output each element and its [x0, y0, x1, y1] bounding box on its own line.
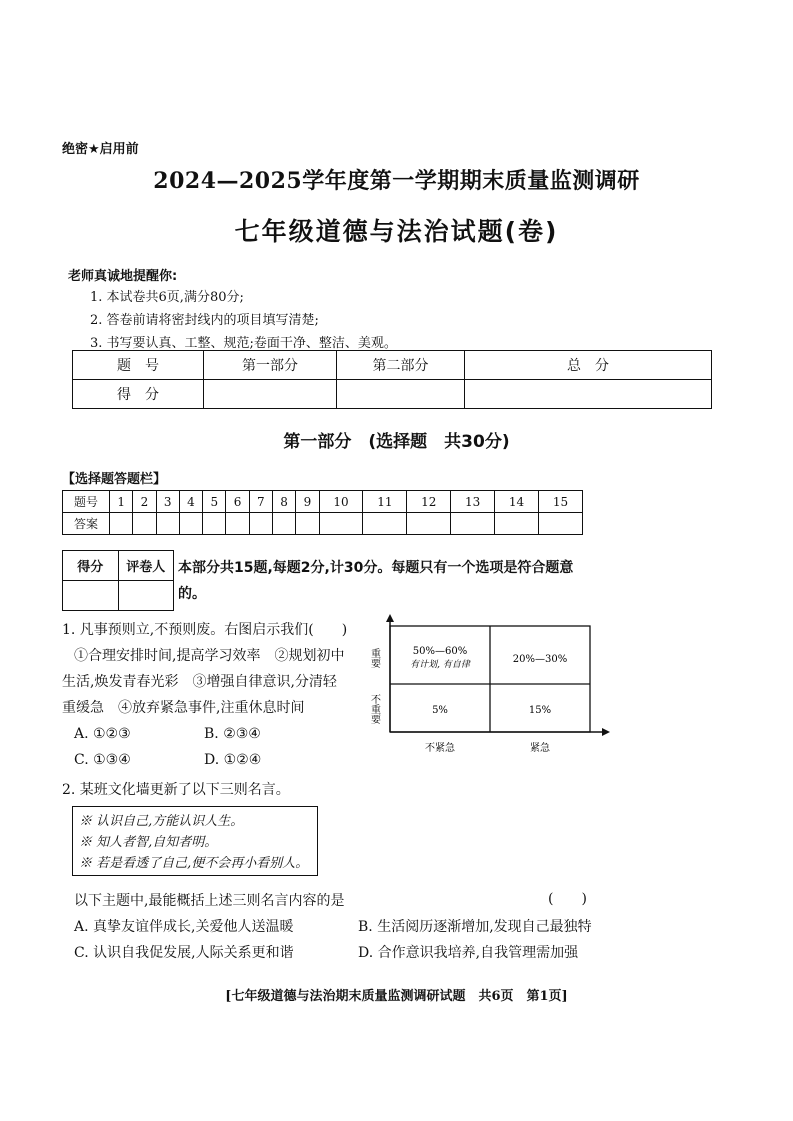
question-number-cell: 14	[495, 491, 539, 513]
answer-cell[interactable]	[226, 513, 249, 535]
score-cell[interactable]	[204, 380, 337, 409]
question-number-cell: 8	[272, 491, 295, 513]
quote-box	[72, 806, 318, 876]
exam-title: 2024—2025学年度第一学期期末质量监测调研	[153, 168, 640, 194]
answer-cell[interactable]	[538, 513, 582, 535]
reminder-item: 1. 本试卷共6页,满分80分;	[90, 290, 244, 305]
option-b[interactable]: B. ②③④	[204, 726, 261, 742]
quote-item: ※ 知人者智,自知者明。	[79, 835, 218, 850]
grader-score-label: 得分	[63, 551, 119, 581]
question-number-cell: 9	[296, 491, 319, 513]
option-c[interactable]: C. ①③④	[74, 752, 131, 768]
question-number-cell: 3	[156, 491, 179, 513]
exam-subtitle: 七年级道德与法治试题(卷)	[234, 217, 559, 246]
grader-name-label: 评卷人	[118, 551, 174, 581]
answer-cell[interactable]	[156, 513, 179, 535]
question-text: 生活,焕发青春光彩 ③增强自律意识,分清轻	[62, 674, 337, 690]
question-number-cell: 5	[203, 491, 226, 513]
part1-instruction: 本部分共15题,每题2分,计30分。每题只有一个选项是符合题意的。	[178, 560, 574, 602]
question-stem: 1. 凡事预则立,不预则废。右图启示我们( )	[62, 622, 348, 638]
score-header-cell: 第二部分	[337, 351, 465, 380]
grader-name-cell[interactable]	[118, 581, 174, 611]
question-2-stem: 2. 某班文化墙更新了以下三则名言。	[62, 782, 290, 798]
y-label-unimportant: 不重要	[368, 694, 380, 724]
reminder-list	[90, 286, 397, 355]
option-a[interactable]: A. 真挚友谊伴成长,关爱他人送温暖	[74, 919, 294, 935]
option-c[interactable]: C. 认识自我促发展,人际关系更和谐	[74, 945, 294, 961]
cell-important-not-urgent: 50%—60%	[412, 646, 468, 657]
answer-cell[interactable]	[110, 513, 133, 535]
question-2-lead: 以下主题中,最能概括上述三则名言内容的是	[74, 893, 345, 909]
answer-row-label: 题号	[63, 491, 110, 513]
answer-row-label: 答案	[63, 513, 110, 535]
reminder-item: 3. 书写要认真、工整、规范;卷面干净、整洁、美观。	[90, 336, 397, 351]
quote-item: ※ 若是看透了自己,便不会再小看别人。	[79, 856, 309, 871]
question-number-cell: 15	[538, 491, 582, 513]
answer-cell[interactable]	[133, 513, 156, 535]
score-row-label: 得 分	[73, 380, 204, 409]
question-text: 重缓急 ④放弃紧急事件,注重休息时间	[62, 700, 305, 716]
answer-cell[interactable]	[296, 513, 319, 535]
answer-cell[interactable]	[203, 513, 226, 535]
cell-important-urgent: 20%—30%	[512, 654, 568, 665]
score-header-cell: 第一部分	[204, 351, 337, 380]
question-number-cell: 1	[110, 491, 133, 513]
answer-bar-label: 【选择题答题栏】	[62, 472, 167, 487]
option-b[interactable]: B. 生活阅历逐渐增加,发现自己最独特	[358, 919, 592, 935]
option-a[interactable]: A. ①②③	[74, 726, 131, 742]
x-label-not-urgent: 不紧急	[425, 743, 455, 754]
option-d[interactable]: D. 合作意识我培养,自我管理需加强	[358, 945, 579, 961]
cell-unimportant-not-urgent: 5%	[432, 705, 448, 716]
confidential-label: 绝密★启用前	[62, 142, 139, 157]
y-label-important: 重要	[368, 648, 380, 668]
cell-unimportant-urgent: 15%	[528, 705, 552, 716]
page-footer: [七年级道德与法治期末质量监测调研试题 共6页 第1页]	[225, 989, 568, 1004]
score-header-cell: 题 号	[73, 351, 204, 380]
score-header-cell: 总 分	[465, 351, 712, 380]
answer-cell[interactable]	[451, 513, 495, 535]
reminder-heading: 老师真诚地提醒你:	[68, 269, 178, 284]
question-number-cell: 10	[319, 491, 363, 513]
part1-title: 第一部分 (选择题 共30分)	[283, 432, 510, 452]
x-label-urgent: 紧急	[530, 743, 550, 754]
answer-cell[interactable]	[407, 513, 451, 535]
question-number-cell: 6	[226, 491, 249, 513]
answer-table	[62, 490, 583, 535]
question-number-cell: 4	[179, 491, 202, 513]
time-quadrant-chart	[360, 614, 610, 764]
question-number-cell: 2	[133, 491, 156, 513]
x-axis-arrow-icon	[602, 728, 610, 736]
question-number-cell: 7	[249, 491, 272, 513]
answer-cell[interactable]	[272, 513, 295, 535]
quote-item: ※ 认识自己,方能认识人生。	[79, 814, 244, 829]
answer-cell[interactable]	[363, 513, 407, 535]
question-number-cell: 11	[363, 491, 407, 513]
question-2-options	[74, 914, 594, 966]
grader-table	[62, 550, 174, 611]
question-text: ①合理安排时间,提高学习效率 ②规划初中	[74, 648, 345, 664]
question-number-cell: 13	[451, 491, 495, 513]
answer-cell[interactable]	[249, 513, 272, 535]
question-number-cell: 12	[407, 491, 451, 513]
option-d[interactable]: D. ①②④	[204, 752, 262, 768]
grader-score-cell[interactable]	[63, 581, 119, 611]
reminder-item: 2. 答卷前请将密封线内的项目填写清楚;	[90, 313, 319, 328]
answer-cell[interactable]	[179, 513, 202, 535]
score-cell[interactable]	[337, 380, 465, 409]
cell-important-not-urgent-note: 有计划, 有自律	[410, 660, 470, 670]
answer-cell[interactable]	[495, 513, 539, 535]
answer-blank[interactable]: ( )	[548, 891, 587, 907]
question-1	[62, 617, 362, 773]
score-table	[72, 350, 712, 409]
y-axis-arrow-icon	[386, 614, 394, 622]
answer-cell[interactable]	[319, 513, 363, 535]
score-cell[interactable]	[465, 380, 712, 409]
